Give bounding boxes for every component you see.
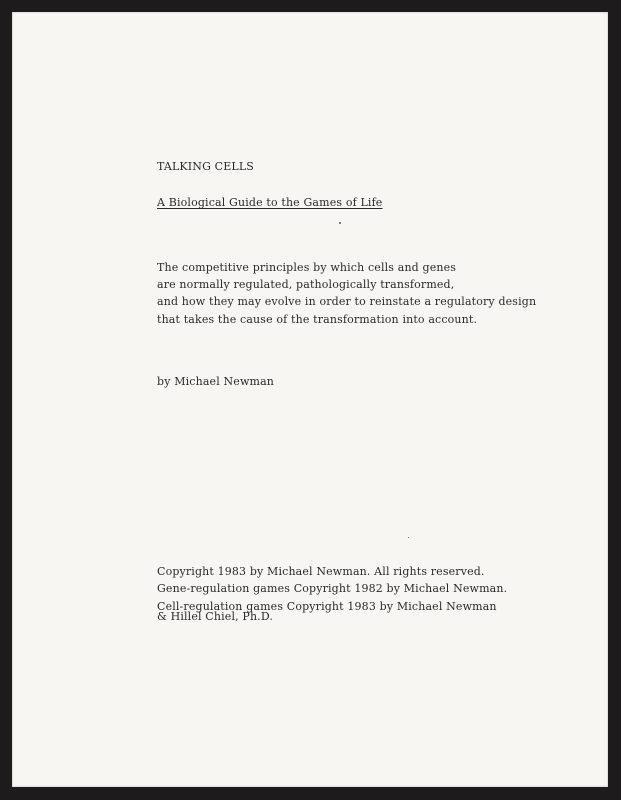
abstract-line: are normally regulated, pathologically transformed, (157, 278, 455, 291)
abstract-line: and how they may evolve in order to reinstate a regulatory design (157, 295, 537, 308)
document-title: TALKING CELLS (157, 160, 254, 173)
copyright-line: Cell-regulation games Copyright 1983 by Michael Newman (157, 600, 497, 613)
title-page (12, 12, 608, 787)
author-byline: by Michael Newman (157, 375, 275, 388)
abstract-line: The competitive principles by which cells and genes (157, 261, 457, 274)
copyright-line: Gene-regulation games Copyright 1982 by Michael Newman. (157, 582, 508, 595)
copyright-line: Copyright 1983 by Michael Newman. All rights reserved. (157, 565, 485, 578)
copyright-line: & Hillel Chiel, Ph.D. (157, 610, 274, 623)
paper-speck (408, 537, 409, 538)
abstract-line: that takes the cause of the transformation into account. (157, 313, 478, 326)
document-subtitle: A Biological Guide to the Games of Life (157, 196, 383, 209)
paper-speck (339, 222, 341, 224)
